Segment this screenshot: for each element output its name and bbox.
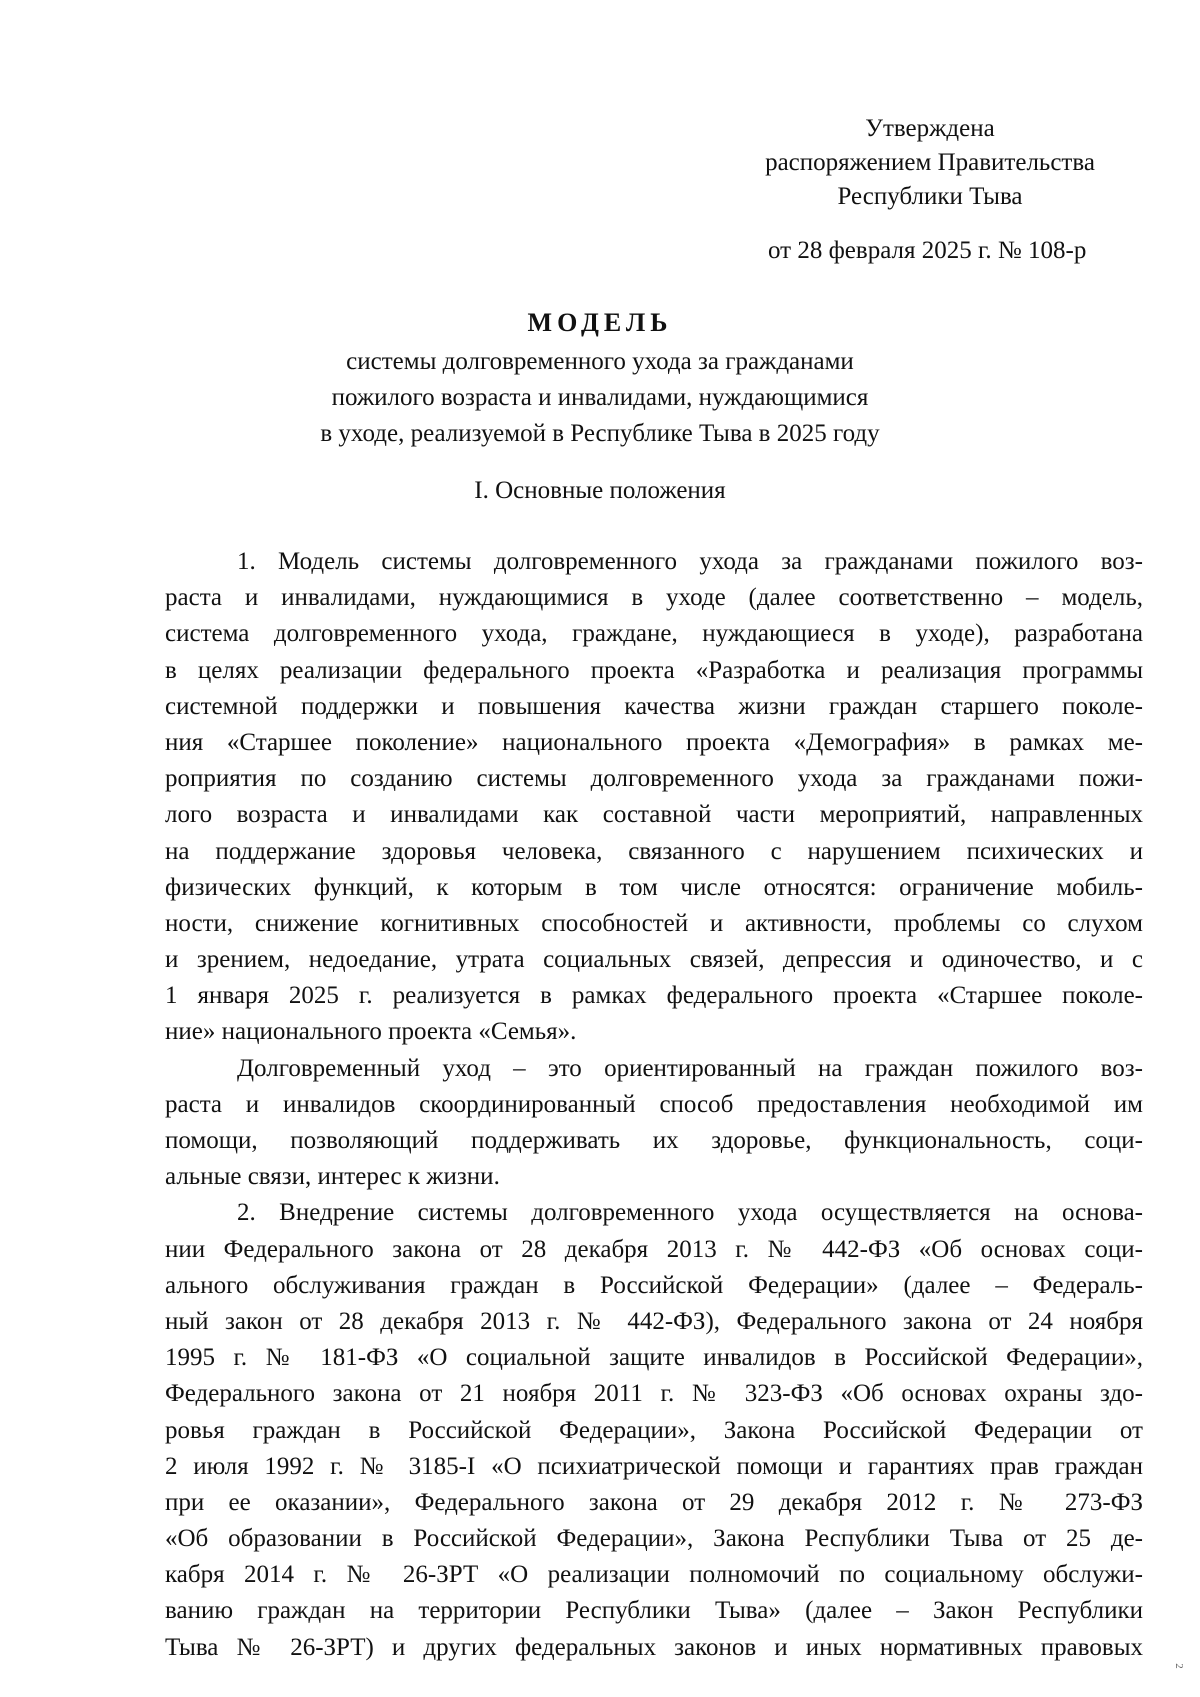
- body-line: помощи, позволяющий поддерживать их здоровье, функциональность, соци-: [165, 1127, 1143, 1154]
- page-number: 2: [1172, 1663, 1185, 1669]
- body-line: ный закон от 28 декабря 2013 г. № 442-ФЗ), Федерального закона от 24 ноября: [165, 1307, 1143, 1335]
- body-line: 1. Модель системы долговременного ухода за гражданами пожилого воз-: [237, 548, 1143, 575]
- body-line: «Об образовании в Российской Федерации», Закона Республики Тыва от 25 де-: [165, 1525, 1143, 1553]
- body-line: системной поддержки и повышения качества жизни граждан старшего поколе-: [165, 692, 1143, 720]
- subtitle-line: в уходе, реализуемой в Республике Тыва в 2025 году: [320, 420, 880, 447]
- body-line: ности, снижение когнитивных способностей и активности, проблемы со слухом: [165, 909, 1143, 937]
- order-date: от 28 февраля 2025 г. № 108-р: [768, 237, 1087, 264]
- approval-line: Республики Тыва: [837, 183, 1023, 210]
- body-line: 1995 г. № 181-ФЗ «О социальной защите инвалидов в Российской Федерации»,: [165, 1344, 1143, 1372]
- subtitle-line: системы долговременного ухода за гражданами: [346, 348, 854, 375]
- document-subtitle: [0, 344, 1200, 452]
- body-line: Тыва № 26-ЗРТ) и других федеральных законов и иных нормативных правовых: [165, 1633, 1143, 1661]
- approval-line: Утверждена: [865, 115, 995, 142]
- subtitle-line: пожилого возраста и инвалидами, нуждающимися: [331, 384, 869, 411]
- body-line: роприятия по созданию системы долговременного ухода за гражданами пожи-: [165, 765, 1143, 793]
- body-line: система долговременного ухода, граждане, нуждающиеся в уходе), разработана: [165, 620, 1143, 648]
- body-line: ния «Старшее поколение» национального проекта «Демография» в рамках ме-: [165, 728, 1143, 756]
- approval-stamp: [730, 112, 1130, 214]
- body-line: 1 января 2025 г. реализуется в рамках федерального проекта «Старшее поколе-: [165, 982, 1143, 1010]
- body-text: [165, 544, 1143, 1666]
- section-heading: I. Основные положения: [474, 477, 726, 504]
- body-line: ние» национального проекта «Семья».: [165, 1018, 577, 1046]
- body-line: нии Федерального закона от 28 декабря 2013 г. № 442-ФЗ «Об основах соци-: [165, 1235, 1143, 1263]
- body-line: физических функций, к которым в том числе относятся: ограничение мобиль-: [165, 873, 1143, 901]
- body-line: Долговременный уход – это ориентированный на граждан пожилого воз-: [237, 1054, 1143, 1082]
- body-line: ванию граждан на территории Республики Тыва» (далее – Закон Республики: [165, 1597, 1143, 1625]
- body-line: лого возраста и инвалидами как составной части мероприятий, направленных: [165, 801, 1143, 829]
- body-line: в целях реализации федерального проекта «Разработка и реализация программы: [165, 656, 1143, 684]
- approval-line: распоряжением Правительства: [765, 149, 1095, 176]
- document-title: МОДЕЛЬ: [527, 308, 673, 337]
- body-line: ального обслуживания граждан в Российской Федерации» (далее – Федераль-: [165, 1271, 1143, 1299]
- body-line: при ее оказании», Федерального закона от 29 декабря 2012 г. № 273-ФЗ: [165, 1488, 1143, 1516]
- body-line: кабря 2014 г. № 26-ЗРТ «О реализации полномочий по социальному обслужи-: [165, 1561, 1143, 1589]
- body-line: ровья граждан в Российской Федерации», Закона Российской Федерации от: [165, 1416, 1143, 1444]
- body-line: раста и инвалидов скоординированный способ предоставления необходимой им: [165, 1090, 1143, 1118]
- body-line: раста и инвалидами, нуждающимися в уходе (далее соответственно – модель,: [165, 584, 1143, 612]
- body-line: Федерального закона от 21 ноября 2011 г. № 323-ФЗ «Об основах охраны здо-: [165, 1380, 1143, 1408]
- body-line: на поддержание здоровья человека, связанного с нарушением психических и: [165, 837, 1143, 865]
- body-line: 2. Внедрение системы долговременного ухода осуществляется на основа-: [237, 1199, 1143, 1227]
- body-line: и зрением, недоедание, утрата социальных связей, депрессия и одиночество, и с: [165, 946, 1143, 974]
- body-line: альные связи, интерес к жизни.: [165, 1163, 500, 1191]
- body-line: 2 июля 1992 г. № 3185-I «О психиатрической помощи и гарантиях прав граждан: [165, 1452, 1143, 1480]
